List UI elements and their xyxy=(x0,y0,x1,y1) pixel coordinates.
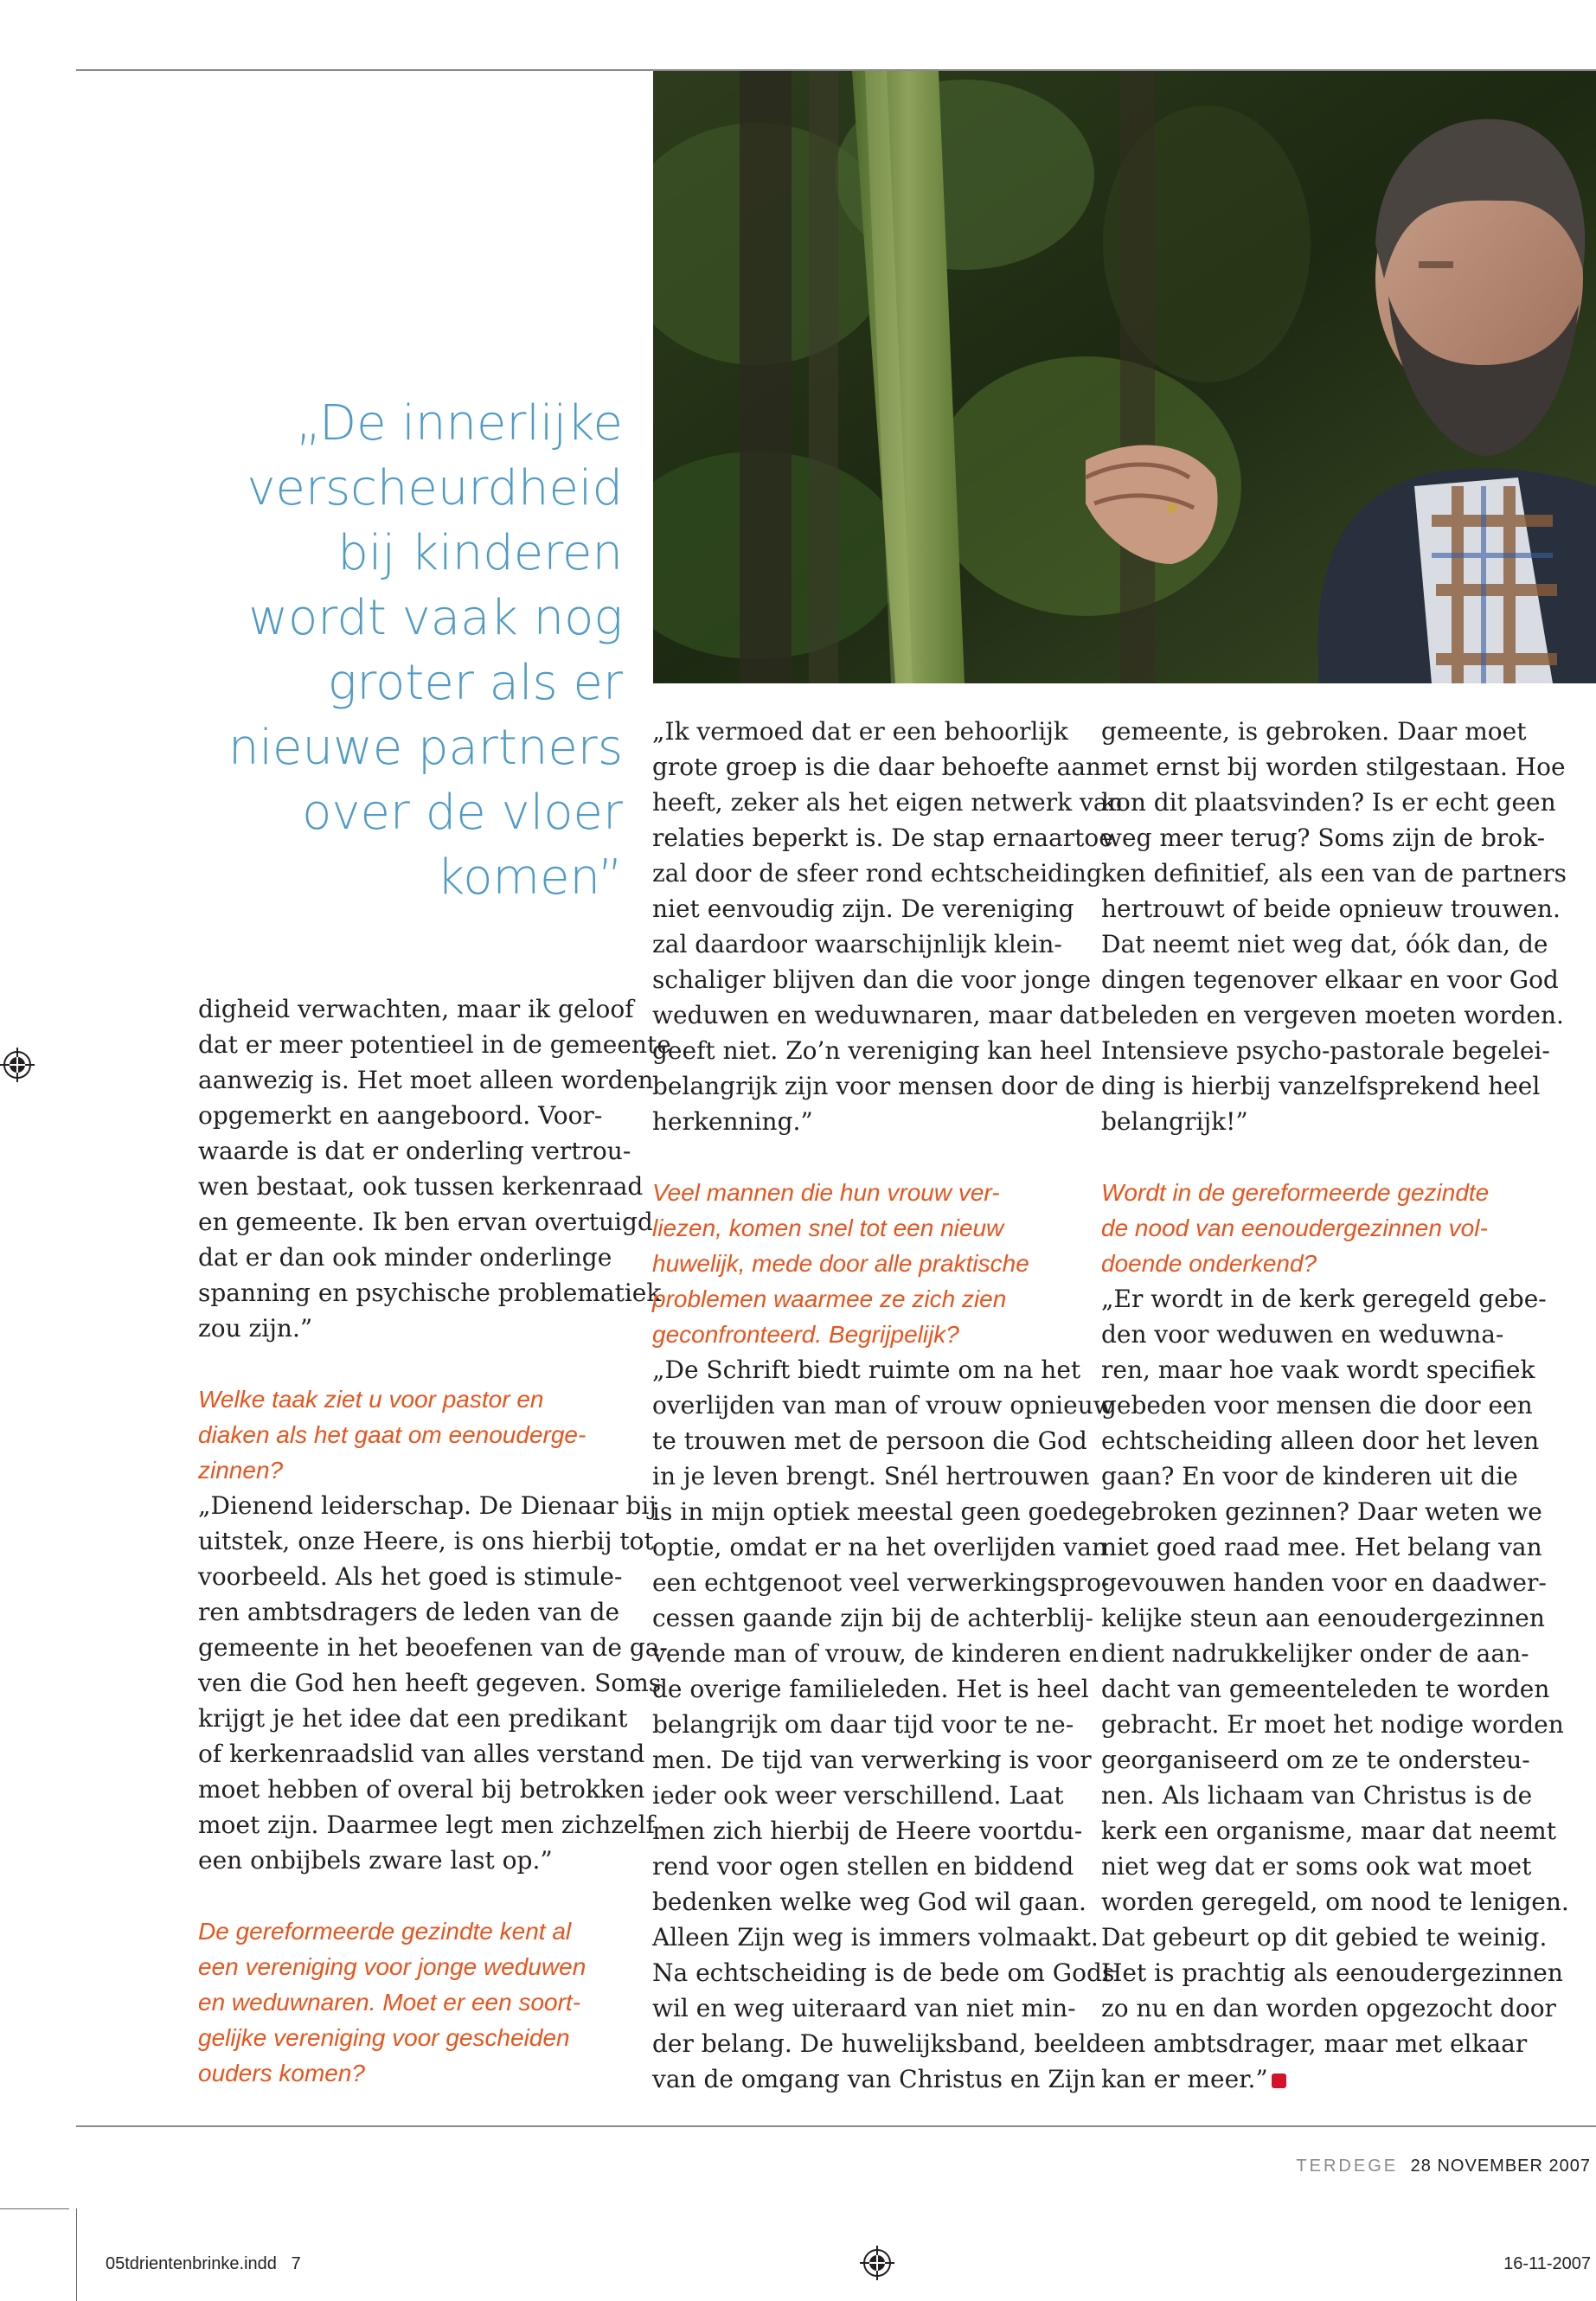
body-line: uitstek, onze Heere, is ons hierbij tot xyxy=(198,1527,654,1555)
body-line: echtscheiding alleen door het leven xyxy=(1101,1426,1540,1455)
body-line: digheid verwachten, maar ik geloof xyxy=(198,995,634,1023)
interview-question: gelijke vereniging voor gescheiden xyxy=(198,2024,570,2051)
pull-quote-line: over de vloer xyxy=(302,785,623,841)
body-line: een ambtsdrager, maar met elkaar xyxy=(1101,2029,1528,2058)
body-line: nen. Als lichaam van Christus is de xyxy=(1101,1781,1533,1810)
interview-question: problemen waarmee ze zich zien xyxy=(652,1285,1007,1312)
body-line: de overige familieleden. Het is heel xyxy=(652,1675,1089,1703)
body-line: Alleen Zijn weg is immers volmaakt. xyxy=(652,1923,1099,1952)
body-line: is in mijn optiek meestal geen goede xyxy=(652,1497,1103,1526)
body-line: ding is hierbij vanzelfsprekend heel xyxy=(1101,1072,1541,1100)
body-line: aanwezig is. Het moet alleen worden xyxy=(198,1066,654,1094)
magazine-footer xyxy=(1296,2157,1591,2176)
body-line: een echtgenoot veel verwerkingspro- xyxy=(652,1568,1110,1597)
pull-quote-line: bij kinderen xyxy=(337,525,623,581)
body-line: hertrouwt of beide opnieuw trouwen. xyxy=(1101,894,1561,923)
interview-question: diaken als het gaat om eenouderge- xyxy=(198,1421,586,1448)
issue-date: 28 NOVEMBER 2007 xyxy=(1410,2157,1591,2176)
pull-quote-line: „De innerlijke xyxy=(296,395,623,452)
slug-filename: 05tdrientenbrinke.indd 7 xyxy=(106,2254,301,2273)
body-line: en gemeente. Ik ben ervan overtuigd xyxy=(198,1208,653,1236)
body-line: een onbijbels zware last op.” xyxy=(198,1846,553,1875)
body-line: niet eenvoudig zijn. De vereniging xyxy=(652,894,1074,923)
body-line: „Er wordt in de kerk geregeld gebe- xyxy=(1101,1285,1547,1313)
body-line: beleden en vergeven moeten worden. xyxy=(1101,1001,1564,1029)
pull-quote xyxy=(208,391,623,910)
body-line: cessen gaande zijn bij de achterblij- xyxy=(652,1604,1094,1632)
interview-question: ouders komen? xyxy=(198,2060,366,2086)
body-line: vende man of vrouw, de kinderen en xyxy=(652,1639,1099,1668)
portrait-photo-illustration xyxy=(653,71,1596,683)
body-line: weg meer terug? Soms zijn de brok- xyxy=(1101,824,1546,852)
body-line: opgemerkt en aangeboord. Voor- xyxy=(198,1101,603,1130)
interview-question: en weduwnaren. Moet er een soort- xyxy=(198,1989,581,2016)
body-line: zo nu en dan worden opgezocht door xyxy=(1101,1994,1556,2022)
body-line: waarde is dat er onderling vertrou- xyxy=(198,1137,631,1165)
pull-quote-line: nieuwe partners xyxy=(228,720,623,776)
registration-mark-icon xyxy=(0,1048,35,1082)
interview-question: Veel mannen die hun vrouw ver- xyxy=(652,1179,1000,1206)
body-line: herkenning.” xyxy=(652,1107,813,1136)
body-line: „De Schrift biedt ruimte om na het xyxy=(652,1356,1081,1384)
body-line: Na echtscheiding is de bede om Gods xyxy=(652,1958,1115,1987)
body-line: men zich hierbij de Heere voortdu- xyxy=(652,1817,1083,1845)
body-line: worden geregeld, om nood te lenigen. xyxy=(1101,1888,1569,1916)
body-line: gemeente, is gebroken. Daar moet xyxy=(1101,717,1527,746)
body-line: te trouwen met de persoon die God xyxy=(652,1426,1087,1455)
body-line: voorbeeld. Als het goed is stimule- xyxy=(198,1562,623,1591)
text-column-1 xyxy=(198,991,671,2091)
body-line: van de omgang van Christus en Zijn xyxy=(652,2065,1096,2093)
body-line: gebracht. Er moet het nodige worden xyxy=(1101,1710,1564,1739)
body-line: dat er dan ook minder onderlinge xyxy=(198,1243,612,1272)
body-line: ken definitief, als een van de partners xyxy=(1101,859,1567,888)
body-line: gemeente in het beoefenen van de ga- xyxy=(198,1633,668,1662)
body-line: in je leven brengt. Snél hertrouwen xyxy=(652,1462,1090,1490)
interview-question: geconfronteerd. Begrijpelijk? xyxy=(652,1321,959,1348)
body-line: zal daardoor waarschijnlijk klein- xyxy=(652,930,1062,958)
body-line: zal door de sfeer rond echtscheiding xyxy=(652,859,1102,888)
body-line: Het is prachtig als eenoudergezinnen xyxy=(1101,1958,1563,1987)
body-line: relaties beperkt is. De stap ernaartoe xyxy=(652,824,1113,852)
crop-mark xyxy=(76,2208,77,2301)
interview-question: zinnen? xyxy=(198,1457,284,1484)
end-mark-icon xyxy=(1272,2073,1286,2088)
last-line xyxy=(1101,2061,1534,2097)
body-line: der belang. De huwelijksband, beeld xyxy=(652,2029,1102,2058)
body-line: kon dit plaatsvinden? Is er echt geen xyxy=(1101,788,1556,817)
body-line: dacht van gemeenteleden te worden xyxy=(1101,1675,1550,1703)
pull-quote-line: verscheurdheid xyxy=(247,460,623,516)
body-line: belangrijk!” xyxy=(1101,1107,1248,1136)
slug-date: 16-11-2007 xyxy=(1503,2254,1591,2273)
body-line: „Dienend leiderschap. De Dienaar bij xyxy=(198,1491,657,1520)
registration-mark-icon xyxy=(860,2246,894,2280)
body-line: niet goed raad mee. Het belang van xyxy=(1101,1533,1542,1561)
body-line: dient nadrukkelijker onder de aan- xyxy=(1101,1639,1529,1668)
body-line: overlijden van man of vrouw opnieuw xyxy=(652,1391,1114,1420)
magazine-brand: TERDEGE xyxy=(1296,2157,1399,2176)
body-line: gebroken gezinnen? Daar weten we xyxy=(1101,1497,1542,1526)
interview-question: liezen, komen snel tot een nieuw xyxy=(652,1215,1004,1241)
body-line: heeft, zeker als het eigen netwerk van xyxy=(652,788,1124,817)
interview-question: Welke taak ziet u voor pastor en xyxy=(198,1386,544,1413)
interview-question: Wordt in de gereformeerde gezindte xyxy=(1101,1179,1490,1206)
interview-question: doende onderkend? xyxy=(1101,1250,1317,1277)
crop-mark xyxy=(0,2208,69,2209)
body-line: schaliger blijven dan die voor jonge xyxy=(652,965,1092,994)
pull-quote-line: groter als er xyxy=(327,655,623,711)
body-line: men. De tijd van verwerking is voor xyxy=(652,1746,1092,1774)
interview-question: huwelijk, mede door alle praktische xyxy=(652,1250,1029,1277)
body-line: gebeden voor mensen die door een xyxy=(1101,1391,1533,1420)
body-line: dat er meer potentieel in de gemeente xyxy=(198,1030,671,1059)
body-line: wil en weg uiteraard van niet min- xyxy=(652,1994,1076,2022)
body-line: bedenken welke weg God wil gaan. xyxy=(652,1888,1086,1916)
body-line: met ernst bij worden stilgestaan. Hoe xyxy=(1101,753,1566,781)
body-line: niet weg dat er soms ook wat moet xyxy=(1101,1852,1532,1881)
body-line: kerk een organisme, maar dat neemt xyxy=(1101,1817,1556,1845)
body-line: dingen tegenover elkaar en voor God xyxy=(1101,965,1559,994)
body-line: ven die God hen heeft gegeven. Soms xyxy=(198,1669,662,1697)
pull-quote-line: wordt vaak nog xyxy=(248,590,623,646)
body-line: optie, omdat er na het overlijden van xyxy=(652,1533,1107,1561)
body-line: grote groep is die daar behoefte aan xyxy=(652,753,1102,781)
body-line: den voor weduwen en weduwna- xyxy=(1101,1320,1504,1349)
body-line: moet hebben of overal bij betrokken xyxy=(198,1775,645,1804)
body-line: ren ambtsdragers de leden van de xyxy=(198,1598,620,1626)
body-line: krijgt je het idee dat een predikant xyxy=(198,1704,628,1733)
body-line: gevouwen handen voor en daadwer- xyxy=(1101,1568,1547,1597)
body-line: gaan? En voor de kinderen uit die xyxy=(1101,1462,1518,1490)
last-line-text: kan er meer.” xyxy=(1101,2065,1268,2093)
portrait-photo xyxy=(653,71,1596,683)
body-line: Dat gebeurt op dit gebied te weinig. xyxy=(1101,1923,1548,1952)
body-line: georganiseerd om ze te ondersteu- xyxy=(1101,1746,1530,1774)
interview-question: De gereformeerde gezindte kent al xyxy=(198,1918,572,1945)
body-line: „Ik vermoed dat er een behoorlijk xyxy=(652,717,1068,746)
body-line: zou zijn.” xyxy=(198,1314,313,1343)
text-column-3 xyxy=(1101,714,1569,2097)
body-line: moet zijn. Daarmee legt men zichzelf xyxy=(198,1811,655,1839)
interview-question: de nood van eenoudergezinnen vol- xyxy=(1101,1215,1488,1241)
body-line: belangrijk om daar tijd voor te ne- xyxy=(652,1710,1074,1739)
bottom-rule xyxy=(76,2125,1596,2127)
body-line: Intensieve psycho-pastorale begelei- xyxy=(1101,1036,1550,1065)
body-line: weduwen en weduwnaren, maar dat xyxy=(652,1001,1099,1029)
pull-quote-line: komen” xyxy=(436,849,623,906)
interview-question: een vereniging voor jonge weduwen xyxy=(198,1953,586,1980)
body-line: of kerkenraadslid van alles verstand xyxy=(198,1740,645,1768)
body-line: ren, maar hoe vaak wordt specifiek xyxy=(1101,1356,1535,1384)
body-line: Dat neemt niet weg dat, óók dan, de xyxy=(1101,930,1548,958)
body-line: ieder ook weer verschillend. Laat xyxy=(652,1781,1064,1810)
body-line: kelijke steun aan eenoudergezinnen xyxy=(1101,1604,1545,1632)
body-line: wen bestaat, ook tussen kerkenraad xyxy=(198,1172,644,1201)
body-line: geeft niet. Zo’n vereniging kan heel xyxy=(652,1036,1093,1065)
text-column-2 xyxy=(652,714,1124,2097)
body-line: rend voor ogen stellen en biddend xyxy=(652,1852,1074,1881)
body-line: spanning en psychische problematiek xyxy=(198,1279,662,1307)
body-line: belangrijk zijn voor mensen door de xyxy=(652,1072,1095,1100)
